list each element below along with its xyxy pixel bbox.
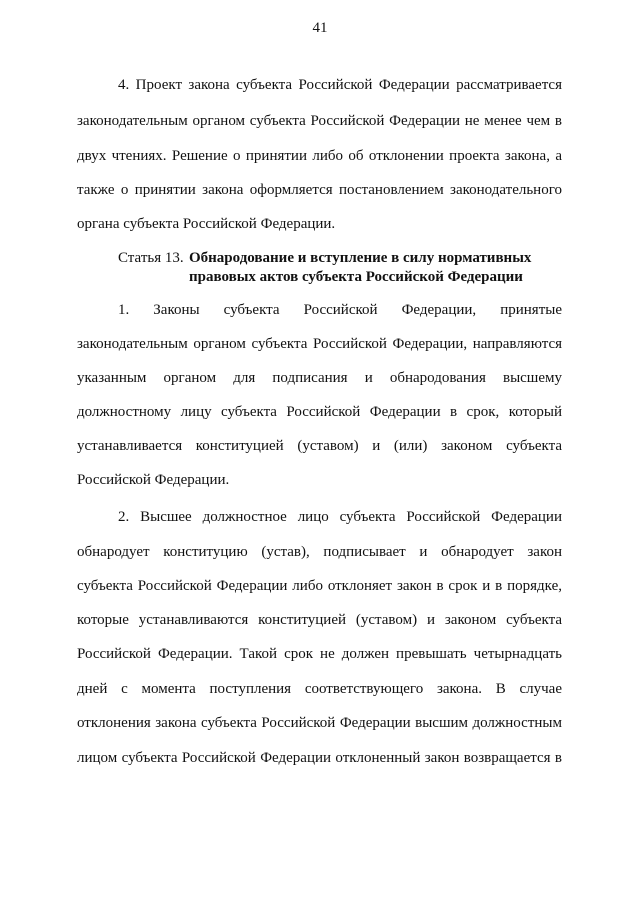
paragraph-2-line-7: отклонения закона субъекта Российской Федерации высшим должностным	[77, 715, 562, 731]
paragraph-4-line-1: 4. Проект закона субъекта Российской Федерации рассматривается	[118, 77, 562, 93]
paragraph-1-line-6: Российской Федерации.	[77, 472, 230, 488]
paragraph-4-line-3: двух чтениях. Решение о принятии либо об отклонении проекта закона, а	[77, 148, 562, 164]
paragraph-4-line-5: органа субъекта Российской Федерации.	[77, 216, 336, 232]
paragraph-2-line-5: Российской Федерации. Такой срок не должен превышать четырнадцать	[77, 646, 562, 662]
paragraph-1-line-2: законодательным органом субъекта Российской Федерации, направляются	[77, 336, 562, 352]
paragraph-4-line-2: законодательным органом субъекта Российской Федерации не менее чем в	[77, 113, 562, 129]
paragraph-4-line-4: также о принятии закона оформляется постановлением законодательного	[77, 182, 562, 198]
paragraph-2-line-1: 2. Высшее должностное лицо субъекта Российской Федерации	[118, 509, 562, 525]
paragraph-2-line-6: дней с момента поступления соответствующего закона. В случае	[77, 681, 562, 697]
article-label: Статья 13.	[118, 250, 184, 266]
paragraph-2-line-8: лицом субъекта Российской Федерации отклоненный закон возвращается в	[77, 750, 562, 766]
paragraph-2-line-2: обнародует конституцию (устав), подписывает и обнародует закон	[77, 544, 562, 560]
paragraph-1-line-5: устанавливается конституцией (уставом) и (или) законом субъекта	[77, 438, 562, 454]
page-number: 41	[312, 20, 328, 36]
article-title-line-1: Обнародование и вступление в силу нормативных	[189, 250, 532, 266]
article-title-line-2: правовых актов субъекта Российской Федерации	[189, 269, 523, 285]
paragraph-1-line-4: должностному лицу субъекта Российской Федерации в срок, который	[77, 404, 562, 420]
paragraph-1-line-3: указанным органом для подписания и обнародования высшему	[77, 370, 562, 386]
paragraph-1-line-1: 1. Законы субъекта Российской Федерации, принятые	[118, 302, 562, 318]
paragraph-2-line-4: которые устанавливаются конституцией (уставом) и законом субъекта	[77, 612, 562, 628]
paragraph-2-line-3: субъекта Российской Федерации либо отклоняет закон в срок и в порядке,	[77, 578, 562, 594]
